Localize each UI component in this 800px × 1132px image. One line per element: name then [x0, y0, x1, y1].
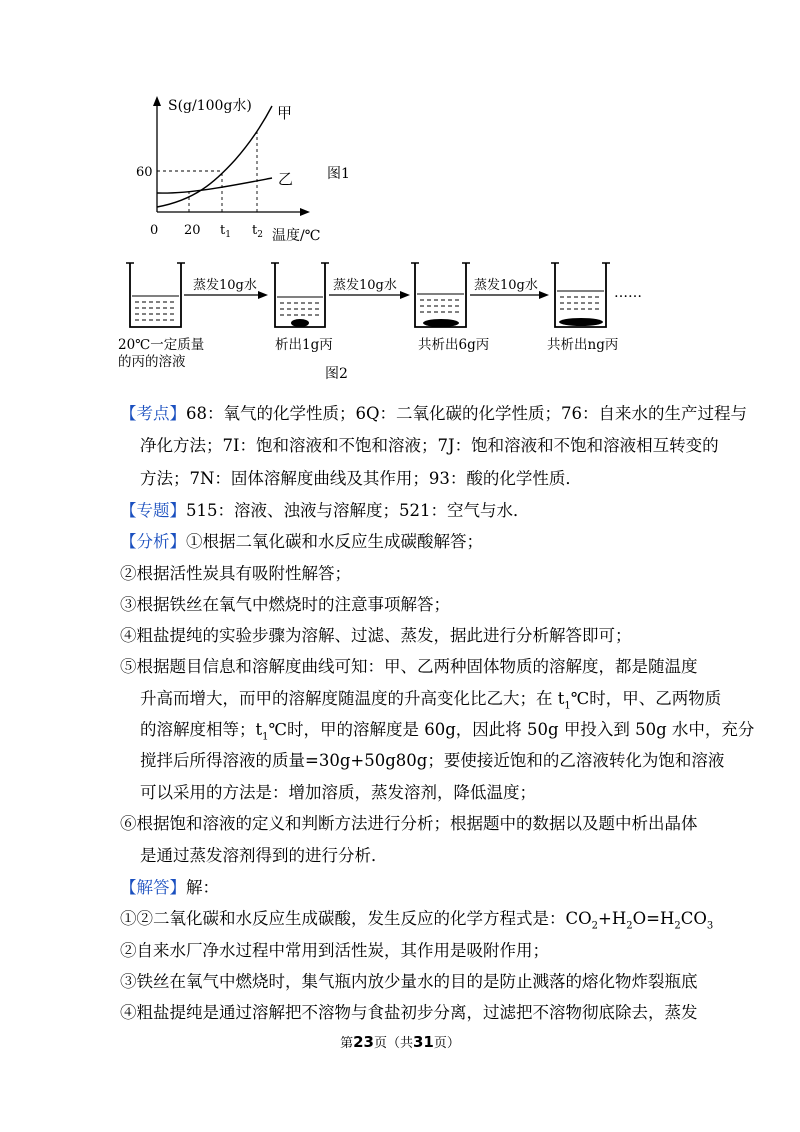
tick-60: 60	[136, 165, 153, 180]
fenxi-line-5a: ⑤根据题目信息和溶解度曲线可知：甲、乙两种固体物质的溶解度，都是随温度	[120, 657, 698, 676]
fenxi-text-1: ①根据二氧化碳和水反应生成碳酸解答；	[186, 532, 483, 551]
kaodian-line-3: 方法；7N：固体溶解度曲线及其作用；93：酸的化学性质．	[140, 469, 582, 488]
zhuanti-text: 515：溶液、浊液与溶解度；521：空气与水．	[186, 501, 530, 520]
beaker-4	[551, 263, 610, 327]
beaker-2	[271, 263, 329, 327]
precipitate-6	[423, 319, 459, 327]
zhuanti-tag: 【专题】	[120, 501, 186, 520]
jieda-line-1: ①②二氧化碳和水反应生成碳酸，发生反应的化学方程式是：$CO_2+H_2O=H_2CO_3$	[120, 909, 714, 932]
fenxi-tag: 【分析】	[120, 532, 186, 551]
x-axis-label: 温度/℃	[272, 228, 321, 244]
beaker-1-caption-line2: 的丙的溶液	[118, 354, 186, 370]
fenxi-line-5c: 的溶解度相等；$t_1℃$时，甲的溶解度是 60g，因此将 50g 甲投入到 50g 水中，充分	[140, 720, 755, 743]
ellipsis: ……	[614, 285, 642, 301]
label-yi: 乙	[278, 170, 294, 188]
beaker-1-caption-line1: 20℃一定质量	[118, 337, 205, 353]
tick-20: 20	[184, 223, 201, 238]
beaker-1	[126, 263, 185, 327]
figure2-caption: 图2	[325, 366, 348, 382]
figure1-solubility-chart	[136, 96, 350, 244]
figure2-evaporation	[118, 263, 642, 382]
fenxi-line-4: ④粗盐提纯的实验步骤为溶解、过滤、蒸发，据此进行分析解答即可；	[120, 626, 632, 645]
fenxi-line-6a: ⑥根据饱和溶液的定义和判断方法进行分析；根据题中的数据以及题中析出晶体	[120, 814, 698, 833]
kaodian-line-2: 净化方法；7I：饱和溶液和不饱和溶液；7J：饱和溶液和不饱和溶液相互转变的	[140, 436, 719, 455]
page-footer: 第23页（共31页）	[340, 1033, 460, 1051]
jieda-tag: 【解答】	[120, 878, 186, 897]
arrow-3-label: 蒸发10g水	[474, 278, 538, 293]
page-number: 23	[353, 1033, 374, 1051]
fenxi-line-1	[120, 528, 483, 552]
fenxi-line-6b: 是通过蒸发溶剂得到的进行分析．	[140, 846, 388, 865]
x-axis-arrow	[300, 208, 310, 216]
tick-t1: $t_1$	[220, 223, 231, 240]
zhuanti-line	[120, 497, 530, 521]
precipitate-1	[291, 319, 309, 327]
y-axis-label: S(g/100g水)	[168, 98, 252, 114]
precipitate-n	[559, 318, 603, 326]
tick-0: 0	[150, 223, 159, 238]
beaker-3-caption: 共析出6g丙	[418, 337, 490, 353]
beaker-3	[411, 263, 470, 327]
kaodian-text-1: 68：氧气的化学性质；6Q：二氧化碳的化学性质；76：自来水的生产过程与	[186, 404, 748, 423]
fenxi-line-5d: 搅拌后所得溶液的质量=30g+50g80g；要使接近饱和的乙溶液转化为饱和溶液	[140, 751, 725, 770]
fenxi-line-3: ③根据铁丝在氧气中燃烧时的注意事项解答；	[120, 595, 450, 614]
beaker-2-caption: 析出1g丙	[275, 337, 333, 353]
kaodian-tag: 【考点】	[120, 404, 186, 423]
arrow-2-label: 蒸发10g水	[333, 278, 397, 293]
fenxi-line-5e: 可以采用的方法是：增加溶质，蒸发溶剂，降低温度；	[140, 783, 536, 802]
page-total: 31	[413, 1033, 434, 1051]
label-jia: 甲	[277, 104, 293, 122]
arrow-1-label: 蒸发10g水	[193, 278, 257, 293]
curve-jia	[157, 106, 272, 207]
fenxi-line-2: ②根据活性炭具有吸附性解答；	[120, 564, 351, 583]
tick-t2: $t_2$	[252, 223, 263, 240]
jieda-line-4: ④粗盐提纯是通过溶解把不溶物与食盐初步分离，过滤把不溶物彻底除去，蒸发	[120, 1003, 698, 1022]
beaker-4-caption: 共析出ng丙	[547, 337, 619, 353]
jieda-head-line	[120, 874, 219, 898]
y-axis-arrow	[153, 96, 161, 106]
fenxi-line-5b: 升高而增大，而甲的溶解度随温度的升高变化比乙大；在 $t_1℃$时，甲、乙两物质	[140, 689, 722, 712]
jieda-head: 解：	[186, 878, 219, 897]
kaodian-line-1	[120, 400, 747, 424]
figures	[0, 0, 800, 390]
figure1-caption: 图1	[327, 166, 350, 182]
jieda-line-3: ③铁丝在氧气中燃烧时，集气瓶内放少量水的目的是防止溅落的熔化物炸裂瓶底	[120, 972, 698, 991]
jieda-line-2: ②自来水厂净水过程中常用到活性炭，其作用是吸附作用；	[120, 941, 549, 960]
